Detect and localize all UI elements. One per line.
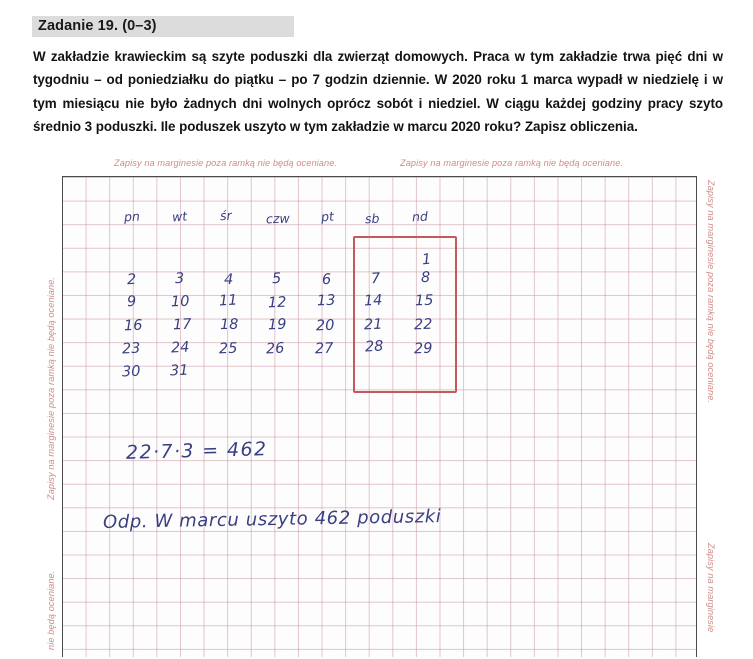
calendar-date: 2	[126, 271, 137, 289]
handwritten-answer: Odp. W marcu uszyto 462 poduszki	[102, 506, 442, 533]
calendar-date: 14	[363, 292, 383, 310]
calendar-day-header: czw	[265, 210, 290, 227]
calendar-date: 8	[420, 269, 431, 287]
calendar-date: 11	[218, 292, 238, 310]
margin-note-left: Zapisy na marginesie poza ramką nie będą oceniane.	[46, 276, 56, 500]
calendar-date: 23	[121, 340, 141, 358]
handwritten-calculation: 22·7·3 = 462	[125, 438, 268, 464]
calendar-date: 17	[172, 316, 192, 334]
calendar-date: 21	[363, 316, 383, 334]
answer-worksheet-area[interactable]	[62, 176, 697, 657]
task-header-bar	[32, 16, 294, 37]
margin-note-right: Zapisy na marginesie poza ramką nie będą oceniane.	[706, 180, 716, 404]
calendar-date: 25	[218, 340, 238, 358]
margin-note-left-bottom: nie będą oceniane.	[46, 570, 56, 650]
calendar-date: 4	[223, 271, 234, 289]
calendar-date: 26	[265, 340, 285, 358]
calendar-date: 19	[267, 316, 287, 334]
calendar-date: 27	[314, 340, 334, 358]
task-statement-text: W zakładzie krawieckim są szyte poduszki dla zwierząt domowych. Praca w tym zakładzie trwa pięć dni w tygodniu – od poniedziałku do piątku – po 7 godzin dziennie. W 2020 roku 1 marca wypadł w niedzielę i w tym miesiącu nie było żadnych dni wolnych oprócz sobót i niedziel. W ciągu każdej godziny pracy szyto średnio 3 poduszki. Ile poduszek uszyto w tym zakładzie w marcu 2020 roku? Zapisz obliczenia.	[33, 49, 723, 135]
calendar-date: 13	[316, 292, 336, 310]
calendar-day-header: pn	[123, 208, 141, 225]
calendar-day-header: wt	[171, 208, 188, 225]
calendar-date: 12	[267, 294, 287, 312]
margin-note-top-right: Zapisy na marginesie poza ramką nie będą oceniane.	[400, 158, 624, 168]
calendar-day-header: sb	[364, 210, 380, 227]
calendar-date: 30	[121, 363, 141, 381]
task-number-label: Zadanie 19. (0–3)	[38, 18, 157, 34]
calendar-date: 10	[170, 293, 190, 311]
calendar-date: 7	[370, 270, 381, 288]
calendar-date: 20	[315, 317, 335, 335]
calendar-day-header: pt	[320, 208, 335, 225]
task-statement	[33, 45, 723, 139]
calendar-date: 1	[421, 251, 432, 269]
calendar-date: 22	[413, 316, 433, 334]
calendar-date: 29	[413, 340, 433, 358]
calendar-day-header: nd	[411, 208, 429, 225]
calendar-date: 3	[174, 270, 185, 288]
calendar-date: 9	[126, 293, 137, 311]
calendar-date: 28	[364, 338, 384, 356]
margin-note-top-left: Zapisy na marginesie poza ramką nie będą oceniane.	[114, 158, 338, 168]
calendar-date: 31	[169, 362, 189, 380]
calendar-date: 5	[271, 270, 282, 288]
calendar-day-header: śr	[219, 207, 233, 224]
margin-note-right-bottom: Zapisy na marginesie	[706, 543, 716, 633]
calendar-date: 24	[170, 339, 190, 357]
calendar-date: 15	[414, 292, 434, 310]
calendar-date: 18	[219, 316, 239, 334]
calendar-date: 16	[123, 317, 143, 335]
calendar-date: 6	[321, 271, 332, 289]
